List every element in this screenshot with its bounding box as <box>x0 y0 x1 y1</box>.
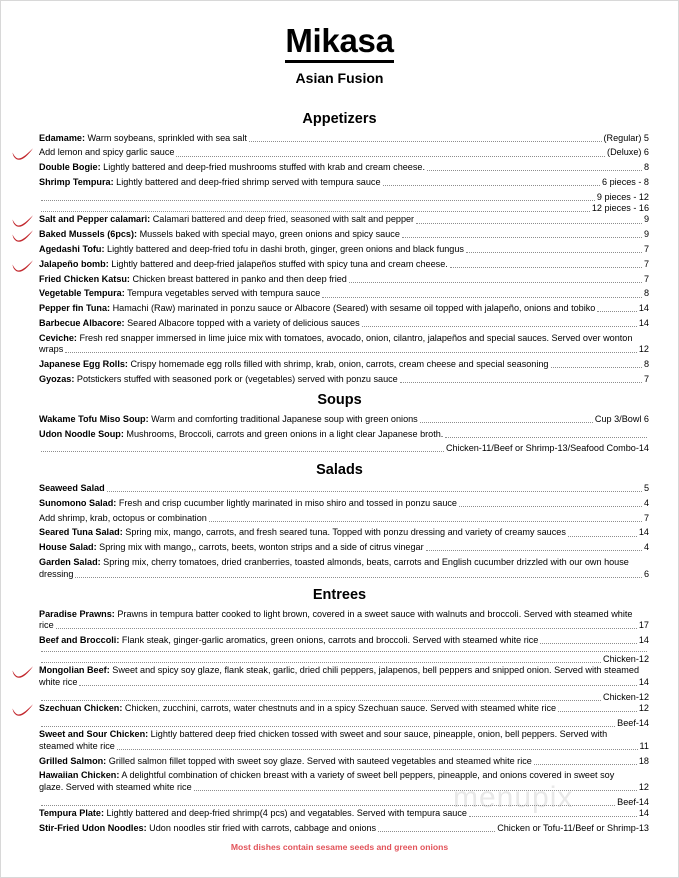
menu-item-description: Fresh red snapper immersed in lime juice mix with tomatoes, avocado, onion, cilantro, jalapeños and special sauces. Served over wonton <box>76 332 633 343</box>
dot-leader <box>56 627 637 629</box>
dot-leader <box>41 725 615 727</box>
menu-item-description: Hamachi (Raw) marinated in ponzu sauce or Albacore (Seared) with sesame oil topped with jalapeño, onions and tobiko <box>110 303 596 314</box>
section-items-entrees <box>1 609 678 835</box>
menu-item-name: Agedashi Tofu: <box>39 243 105 254</box>
red-check-icon <box>11 214 35 227</box>
menu-item-description: Tempura vegetables served with tempura sauce <box>124 288 321 299</box>
menu-item-extra-price: 9 pieces - 12 <box>596 191 649 202</box>
menu-item-description: Lightly battered and deep-fried mushrooms stuffed with krab and cream cheese. <box>100 162 425 173</box>
dot-leader <box>349 281 642 283</box>
menu-item-description: Warm soybeans, sprinkled with sea salt <box>85 132 247 143</box>
menu-content <box>1 23 678 852</box>
menu-item-description: Warm and comforting traditional Japanese soup with green onions <box>148 413 418 424</box>
dot-leader <box>41 661 601 663</box>
menu-item-price: (Regular) 5 <box>603 132 649 143</box>
dot-leader <box>426 549 642 551</box>
menu-item-description: Lightly battered and deep-fried jalapeños stuffed with spicy tuna and cream cheese. <box>108 258 448 269</box>
menu-item-description: Chicken, zucchini, carrots, water chestnuts and in a spicy Szechuan sauce. Served with steamed white rice <box>122 703 557 714</box>
dot-leader <box>400 381 642 383</box>
menu-item-name: Szechuan Chicken: <box>39 703 123 714</box>
menu-item-price: 14 <box>638 317 649 328</box>
dot-leader <box>558 710 637 712</box>
dot-leader <box>469 815 637 817</box>
dot-leader <box>41 210 590 212</box>
menu-item-name: Sweet and Sour Chicken: <box>39 729 149 740</box>
menu-item-extra-price: Chicken-12 <box>603 654 649 665</box>
menu-item-extra-price: 12 pieces - 16 <box>591 203 649 214</box>
menu-item-name: Garden Salad: <box>39 556 101 567</box>
menu-item-description-continued: dressing <box>39 568 74 579</box>
menu-item[interactable] <box>1 162 678 174</box>
menu-item-price: 4 <box>643 497 649 508</box>
dot-leader <box>194 789 637 791</box>
menu-item[interactable] <box>1 557 678 580</box>
dot-leader <box>117 748 638 750</box>
menu-item[interactable] <box>1 133 678 145</box>
dot-leader <box>41 650 647 652</box>
menu-item-price: 17 <box>638 620 649 631</box>
menu-sections <box>1 111 678 834</box>
menu-item-price: 7 <box>643 512 649 523</box>
red-check-icon <box>11 703 35 716</box>
menu-item-name: Hawaiian Chicken: <box>39 770 120 781</box>
red-check-icon <box>11 229 35 242</box>
menu-item-name: Tempura Plate: <box>39 807 105 818</box>
menu-item-extra-price-row <box>1 718 678 729</box>
menu-item-price: 9 <box>643 229 649 240</box>
menu-item[interactable] <box>1 609 678 632</box>
dot-leader <box>107 490 642 492</box>
dot-leader <box>41 699 601 701</box>
menu-item-description-continued: white rice <box>39 676 78 687</box>
menu-item-price: 14 <box>638 676 649 687</box>
menu-item-description: Potstickers stuffed with seasoned pork or (vegetables) served with ponzu sauce <box>74 373 398 384</box>
section-items-soups <box>1 414 678 455</box>
menu-item-description: Grilled salmon fillet topped with sweet soy glaze. Served with sauteed vegetables and steamed white rice <box>106 755 532 766</box>
menu-item[interactable] <box>1 244 678 256</box>
dot-leader <box>459 505 642 507</box>
menu-item[interactable] <box>1 229 678 241</box>
dot-leader <box>420 421 593 423</box>
menu-item-description: Lightly battered and deep-fried shrimp served with tempura sauce <box>113 177 381 188</box>
menu-item[interactable] <box>1 359 678 371</box>
menu-item-description: Udon noodles stir fried with carrots, cabbage and onions <box>146 822 377 833</box>
dot-leader <box>445 436 647 438</box>
dot-leader <box>416 222 642 224</box>
dot-leader <box>383 184 600 186</box>
menu-item-price: 8 <box>643 288 649 299</box>
dot-leader <box>466 251 642 253</box>
red-check-icon <box>11 147 35 160</box>
menu-item-name: Seaweed Salad <box>39 483 105 494</box>
menu-item-description-continued: wraps <box>39 344 64 355</box>
menu-item-description: Lightly battered deep fried chicken tossed with sweet and sour sauce, pineapple, onion, bell peppers. Served with <box>148 729 608 740</box>
menu-item[interactable] <box>1 303 678 315</box>
menu-item-extra-price-row <box>1 797 678 808</box>
menu-item-extra-price-row <box>1 692 678 703</box>
dot-leader <box>427 169 642 171</box>
section-title-salads: Salads <box>316 461 363 478</box>
red-check-icon <box>11 665 35 678</box>
menu-item-price: 14 <box>638 527 649 538</box>
restaurant-tagline: Asian Fusion <box>295 70 384 87</box>
menu-item-price: 14 <box>638 807 649 818</box>
page-title <box>1 23 678 59</box>
menu-item-price: 9 <box>643 214 649 225</box>
menu-item-price: 12 <box>638 344 649 355</box>
menu-item-name: House Salad: <box>39 542 97 553</box>
menu-item-extra-price-row <box>1 203 678 214</box>
menu-item-description: Lightly battered and deep-fried tofu in dashi broth, ginger, green onions and black fungus <box>104 243 464 254</box>
menu-item-description-continued: steamed white rice <box>39 740 115 751</box>
dot-leader <box>450 266 642 268</box>
menu-item-name: Udon Noodle Soup: <box>39 428 124 439</box>
red-check-icon <box>11 259 35 272</box>
menu-item-name: Vegetable Tempura: <box>39 288 125 299</box>
menu-item-extra-price: Chicken-12 <box>603 691 649 702</box>
menu-item[interactable] <box>1 483 678 495</box>
dot-leader <box>176 155 605 157</box>
dot-leader <box>551 366 642 368</box>
menupix-watermark: menupix <box>453 781 574 814</box>
menu-item[interactable] <box>1 414 678 426</box>
menu-item-price: 8 <box>643 162 649 173</box>
menu-item-name: Double Bogie: <box>39 162 101 173</box>
menu-item-description: Prawns in tempura batter cooked to light brown, covered in a sweet sauce with walnuts and broccoli. Served with steamed white <box>114 608 633 619</box>
menu-item-name: Paradise Prawns: <box>39 608 115 619</box>
section-title-appetizers: Appetizers <box>302 111 377 128</box>
dot-leader <box>362 325 637 327</box>
menu-item-description: Fresh and crisp cucumber lightly marinated in miso shiro and tossed in ponzu sauce <box>116 497 457 508</box>
allergen-note: Most dishes contain sesame seeds and green onions <box>230 842 449 853</box>
menu-item-name: Grilled Salmon: <box>39 755 107 766</box>
menu-item-name: Baked Mussels (6pcs): <box>39 229 138 240</box>
menu-item[interactable] <box>1 808 678 820</box>
menu-item-description: Seared Albacore topped with a variety of delicious sauces <box>124 317 360 328</box>
dot-leader <box>75 576 642 578</box>
dot-leader <box>65 351 637 353</box>
menu-item-name: Edamame: <box>39 132 85 143</box>
menu-item-price: 11 <box>639 740 649 751</box>
menu-item-description: Add lemon and spicy garlic sauce <box>39 147 175 158</box>
menu-item-name: Fried Chicken Katsu: <box>39 273 130 284</box>
menu-item-price: 14 <box>638 634 649 645</box>
menu-item[interactable] <box>1 318 678 330</box>
menu-item-name: Japanese Egg Rolls: <box>39 359 128 370</box>
menu-item-name: Jalapeño bomb: <box>39 258 109 269</box>
menu-item-extra-price-row <box>1 192 678 203</box>
menu-item-name: Barbecue Albacore: <box>39 317 125 328</box>
menu-item-description: Sweet and spicy soy glaze, flank steak, garlic, dried chili peppers, jalapenos, bell peppers and snipped onion. Served with steamed <box>109 665 639 676</box>
menu-item-price: 7 <box>643 243 649 254</box>
menu-item[interactable] <box>1 635 678 647</box>
menu-item-extra-price-row <box>1 443 678 454</box>
menu-item-description: Chicken breast battered in panko and then deep fried <box>129 273 347 284</box>
menu-item-name: Gyozas: <box>39 373 75 384</box>
menu-item-price: 6 <box>643 568 649 579</box>
dot-leader <box>402 236 642 238</box>
dot-leader <box>41 199 595 201</box>
menu-item-name: Shrimp Tempura: <box>39 177 114 188</box>
dot-leader <box>597 310 637 312</box>
menu-item-description: Mussels baked with special mayo, green onions and spicy sauce <box>137 229 400 240</box>
menu-item-price: Chicken or Tofu-11/Beef or Shrimp-13 <box>497 822 649 833</box>
menu-item-price: 7 <box>643 258 649 269</box>
menu-item[interactable] <box>1 147 678 159</box>
menu-item[interactable] <box>1 429 678 441</box>
menu-item-extra-price-row <box>1 654 678 665</box>
menu-item-price: 14 <box>638 303 649 314</box>
dot-leader <box>540 642 637 644</box>
menu-item-name: Stir-Fried Udon Noodles: <box>39 822 147 833</box>
dot-leader <box>249 140 602 142</box>
menu-item-price: 7 <box>643 273 649 284</box>
dot-leader <box>41 450 444 452</box>
menu-item-price: 18 <box>638 755 649 766</box>
dot-leader <box>378 830 495 832</box>
menu-item[interactable] <box>1 527 678 539</box>
dot-leader <box>41 804 615 806</box>
dot-leader <box>322 296 642 298</box>
menu-item-name: Salt and Pepper calamari: <box>39 214 151 225</box>
menu-item-price: 12 <box>638 703 649 714</box>
menu-item-description: Mushrooms, Broccoli, carrots and green onions in a light clear Japanese broth. <box>123 428 444 439</box>
menu-item-name: Beef and Broccoli: <box>39 634 120 645</box>
dot-leader <box>568 535 637 537</box>
section-title-soups: Soups <box>317 392 362 409</box>
menu-item-description: Spring mix with mango,, carrots, beets, wonton strips and a side of citrus vinegar <box>96 542 424 553</box>
menu-item[interactable] <box>1 703 678 715</box>
menu-item[interactable] <box>1 665 678 688</box>
menu-item[interactable] <box>1 177 678 189</box>
menu-item-extra-price: Beef-14 <box>617 717 649 728</box>
menu-item-description: Crispy homemade egg rolls filled with shrimp, krab, onion, carrots, cream cheese and special seasoning <box>127 359 549 370</box>
menu-item-name: Mongolian Beef: <box>39 665 110 676</box>
menu-item-price: Cup 3/Bowl 6 <box>594 413 649 424</box>
menu-item-price: 12 <box>638 781 649 792</box>
menu-item[interactable] <box>1 729 678 752</box>
menu-item-name: Pepper fin Tuna: <box>39 303 111 314</box>
menu-item-price: 7 <box>643 373 649 384</box>
restaurant-name-text: Mikasa <box>285 22 393 63</box>
dot-leader <box>534 763 637 765</box>
menu-item-description: Spring mix, mango, carrots, and fresh seared tuna. Topped with ponzu dressing and variety of creamy sauces <box>122 527 566 538</box>
section-title-entrees: Entrees <box>312 587 367 604</box>
dot-leader <box>209 520 642 522</box>
menu-item[interactable] <box>1 259 678 271</box>
menu-item[interactable] <box>1 333 678 356</box>
menu-item-description-continued: rice <box>39 620 54 631</box>
menu-item-price: 8 <box>643 359 649 370</box>
menu-item-price: 5 <box>643 483 649 494</box>
menu-item-description: Lightly battered and deep-fried shrimp(4 pcs) and vegatables. Served with tempura sauce <box>104 807 467 818</box>
menu-item[interactable] <box>1 513 678 525</box>
menu-item[interactable] <box>1 770 678 793</box>
menu-item[interactable] <box>1 498 678 510</box>
menu-item-price: (Deluxe) 6 <box>607 147 649 158</box>
menu-item-extra-price: Beef-14 <box>617 796 649 807</box>
menu-item-price: 6 pieces - 8 <box>601 177 649 188</box>
menu-item-description: Add shrimp, krab, octopus or combination <box>39 512 207 523</box>
menu-item[interactable] <box>1 274 678 286</box>
menu-item-name: Ceviche: <box>39 332 77 343</box>
section-items-salads <box>1 483 678 580</box>
menu-item[interactable] <box>1 756 678 768</box>
menu-item-description: Calamari battered and deep fried, seasoned with salt and pepper <box>150 214 415 225</box>
menu-item[interactable] <box>1 374 678 386</box>
dot-leader <box>79 684 636 686</box>
menu-item-description: Flank steak, ginger-garlic aromatics, green onions, carrots and broccoli. Served with steamed white rice <box>119 634 539 645</box>
menu-item[interactable] <box>1 214 678 226</box>
menu-item-description: A delightful combination of chicken breast with a variety of sweet bell peppers, pineapple, and onions covered in sweet soy <box>119 770 615 781</box>
section-items-appetizers <box>1 133 678 386</box>
menu-item[interactable] <box>1 823 678 835</box>
menu-item-name: Seared Tuna Salad: <box>39 527 123 538</box>
menu-item-name: Sunomono Salad: <box>39 497 117 508</box>
menu-item[interactable] <box>1 542 678 554</box>
menu-item-description-continued: glaze. Served with steamed white rice <box>39 781 192 792</box>
menu-item-name: Wakame Tofu Miso Soup: <box>39 413 149 424</box>
menu-item-extra-price: Chicken-11/Beef or Shrimp-13/Seafood Combo-14 <box>445 443 649 454</box>
menu-item-price: 4 <box>643 542 649 553</box>
menu-item[interactable] <box>1 288 678 300</box>
menu-item-description: Spring mix, cherry tomatoes, dried cranberries, toasted almonds, beats, carrots and English cucumber drizzled with our own house <box>100 556 629 567</box>
